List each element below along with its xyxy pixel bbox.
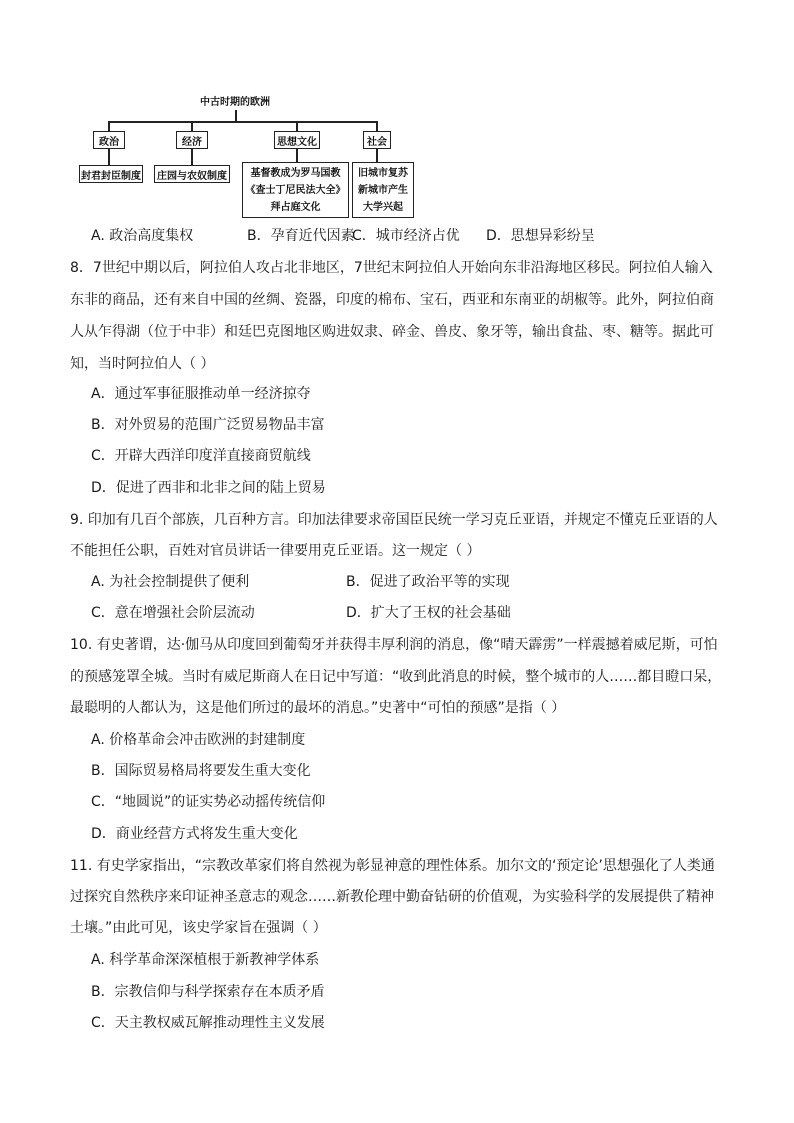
- option-d[interactable]: D．商业经营方式将发生重大变化: [91, 826, 298, 842]
- option-b[interactable]: B．国际贸易格局将要发生重大变化: [91, 763, 311, 779]
- category-label: 经济: [182, 136, 202, 148]
- option-a[interactable]: A．通过军事征服推动单一经济掠夺: [91, 386, 311, 402]
- diagram-connector: [296, 121, 298, 131]
- diagram-connector: [376, 121, 378, 131]
- diagram-connector: [191, 121, 193, 131]
- question-stem-line: 最聪明的人都认为，这是他们所过的最坏的消息。”史著中“可怕的预感”是指（ ）: [70, 700, 566, 716]
- question-stem-line: 土壤。”由此可见，该史学家旨在强调（ ）: [70, 920, 327, 936]
- detail-item: 基督教成为罗马国教: [250, 167, 341, 179]
- option-b[interactable]: B．孕育近代因素: [247, 228, 355, 244]
- category-box-culture: [274, 131, 320, 149]
- diagram-connector: [108, 149, 110, 165]
- option-c[interactable]: C．天主教权威瓦解推动理性主义发展: [91, 1015, 325, 1031]
- category-box-politics: [93, 131, 125, 149]
- option-b[interactable]: B．促进了政治平等的实现: [346, 574, 510, 590]
- detail-item: 《查士丁尼民法大全》: [245, 184, 346, 196]
- category-label: 思想文化: [277, 136, 317, 148]
- option-b[interactable]: B．对外贸易的范围广泛贸易物品丰富: [91, 417, 325, 433]
- diagram-root-label: 中古时期的欧洲: [200, 97, 270, 108]
- option-c[interactable]: C．意在增强社会阶层流动: [91, 605, 255, 621]
- detail-box-economy: [154, 165, 230, 183]
- option-d[interactable]: D．扩大了王权的社会基础: [346, 605, 511, 621]
- option-d[interactable]: D．思想异彩纷呈: [486, 228, 595, 244]
- diagram-connector: [296, 149, 298, 162]
- option-b[interactable]: B．宗教信仰与科学探索存在本质矛盾: [91, 984, 325, 1000]
- detail-box-politics: [79, 165, 143, 183]
- question-stem-line: 东非的商品，还有来自中国的丝绸、瓷器，印度的棉布、宝石，西亚和东南亚的胡椒等。此外，阿拉伯商: [70, 292, 714, 308]
- option-a[interactable]: A. 价格革命会冲击欧洲的封建制度: [91, 732, 306, 748]
- detail-item: 封君封臣制度: [81, 170, 141, 182]
- question-stem-line: 的预感笼罩全城。当时有威尼斯商人在日记中写道：“收到此消息的时候，整个城市的人……都目瞪口呆，: [70, 669, 722, 685]
- detail-item: 旧城市复苏: [358, 167, 408, 179]
- question-stem-line: 人从乍得湖（位于中非）和廷巴克图地区购进奴隶、碎金、兽皮、象牙等，输出食盐、枣、糖等。据此可: [70, 324, 714, 340]
- detail-box-culture: [242, 162, 349, 218]
- option-a[interactable]: A. 为社会控制提供了便利: [91, 574, 250, 590]
- category-box-economy: [176, 131, 208, 149]
- question-stem-line: 知，当时阿拉伯人（ ）: [70, 356, 215, 372]
- option-a[interactable]: A. 政治高度集权: [91, 228, 194, 244]
- question-stem-line: 过探究自然秩序来印证神圣意志的观念……新教伦理中勤奋钻研的价值观，为实验科学的发展提供了精神: [70, 889, 714, 905]
- question-stem-line: 不能担任公职，百姓对官员讲话一律要用克丘亚语。这一规定（ ）: [70, 543, 481, 559]
- option-c[interactable]: C．开辟大西洋印度洋直接商贸航线: [91, 448, 311, 464]
- category-box-society: [363, 131, 391, 149]
- detail-item: 大学兴起: [363, 201, 403, 213]
- category-label: 政治: [99, 136, 119, 148]
- diagram-connector: [108, 121, 110, 131]
- diagram-connector: [235, 110, 237, 121]
- detail-item: 新城市产生: [358, 184, 408, 196]
- detail-box-society: [352, 162, 414, 218]
- diagram-connector: [376, 149, 378, 162]
- question-stem-line: 10. 有史著谓，达·伽马从印度回到葡萄牙并获得丰厚利润的消息，像“晴天霹雳”一样震撼着威尼斯，可怕: [70, 637, 718, 653]
- option-d[interactable]: D．促进了西非和北非之间的陆上贸易: [91, 480, 326, 496]
- question-stem-line: 11. 有史学家指出，“宗教改革家们将自然视为彰显神意的理性体系。加尔文的‘预定论’思想强化了人类通: [70, 858, 715, 874]
- detail-item: 拜占庭文化: [270, 201, 321, 213]
- question-stem-line: 8．7世纪中期以后，阿拉伯人攻占北非地区，7世纪末阿拉伯人开始向东非沿海地区移民。阿拉伯人输入: [70, 260, 713, 276]
- detail-item: 庄园与农奴制度: [157, 170, 227, 182]
- option-a[interactable]: A. 科学革命深深植根于新教神学体系: [91, 952, 320, 968]
- diagram-connector: [108, 121, 377, 123]
- category-label: 社会: [367, 136, 387, 148]
- question-stem-line: 9. 印加有几百个部族，几百种方言。印加法律要求帝国臣民统一学习克丘亚语，并规定不懂克丘亚语的人: [70, 512, 718, 528]
- diagram-connector: [191, 149, 193, 165]
- option-c[interactable]: C．城市经济占优: [352, 228, 460, 244]
- option-c[interactable]: C．“地圆说”的证实势必动摇传统信仰: [91, 794, 326, 810]
